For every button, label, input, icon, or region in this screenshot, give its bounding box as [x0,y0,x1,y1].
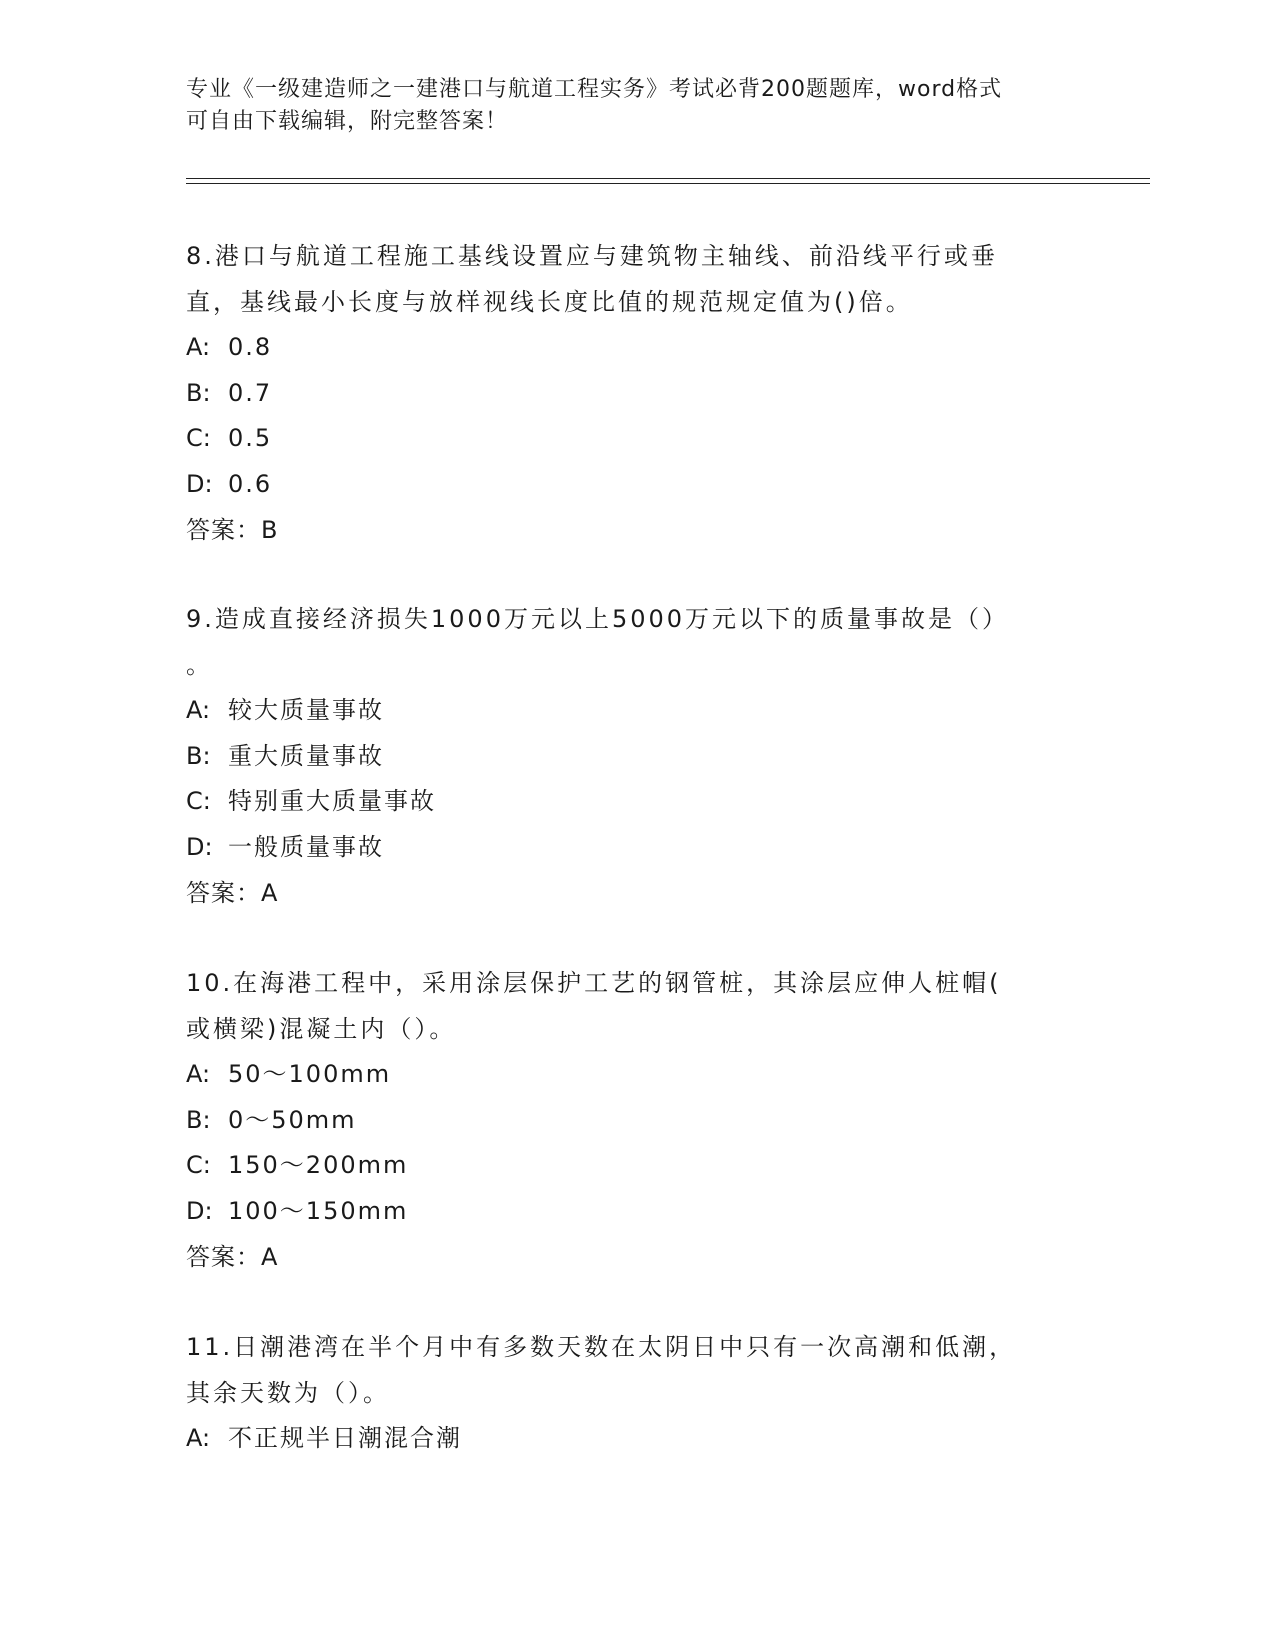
answer-label: 答案：B [186,516,279,544]
option-d [186,825,1066,871]
option-d [186,1189,1066,1235]
question-stem [186,1324,1066,1416]
option-c [186,1143,1066,1189]
option-b [186,1098,1066,1144]
question-stem [186,960,1066,1052]
header-divider-bottom [186,183,1150,184]
option-b [186,734,1066,780]
question-8 [186,233,1066,553]
option-text: 100～150mm [228,1196,409,1225]
options-list [186,688,1066,870]
header-line-2: 可自由下载编辑，附完整答案！ [186,109,509,134]
option-key: D: [186,1196,213,1225]
option-text: 特别重大质量事故 [228,787,436,815]
options-list [186,1416,1066,1462]
option-text: 50～100mm [228,1060,392,1088]
question-11 [186,1324,1066,1462]
option-text: 0.7 [228,378,273,407]
option-a [186,688,1066,734]
option-key: B: [186,1105,211,1134]
question-10 [186,960,1066,1280]
option-key: A: [186,1424,211,1452]
option-text: 150～200mm [228,1151,409,1179]
stem-line: 或横梁)混凝土内（）。 [186,1015,457,1043]
option-text: 较大质量事故 [228,696,384,724]
answer-label: 答案：A [186,879,279,907]
stem-line: 9.造成直接经济损失1000万元以上5000万元以下的质量事故是（） [186,605,1010,633]
option-c [186,416,1066,462]
option-key: A: [186,1060,211,1088]
stem-line: 。 [186,651,213,679]
option-text: 一般质量事故 [228,832,384,861]
option-text: 0.8 [228,333,273,361]
options-list [186,1052,1066,1234]
option-text: 0.6 [228,469,273,498]
option-key: C: [186,1151,211,1179]
option-key: D: [186,832,213,861]
option-key: A: [186,333,211,361]
option-key: B: [186,741,211,770]
option-a [186,1052,1066,1098]
option-key: C: [186,424,211,452]
question-9 [186,596,1066,916]
header-divider-top [186,178,1150,179]
stem-line: 直，基线最小长度与放样视线长度比值的规范规定值为()倍。 [186,288,913,316]
stem-line: 11.日潮港湾在半个月中有多数天数在太阴日中只有一次高潮和低潮， [186,1333,1017,1361]
question-stem [186,233,1066,325]
option-d [186,462,1066,508]
stem-line: 10.在海港工程中，采用涂层保护工艺的钢管桩，其涂层应伸人桩帽( [186,969,1002,997]
option-a [186,325,1066,371]
stem-line: 其余天数为（）。 [186,1379,390,1407]
option-key: A: [186,696,211,724]
options-list [186,325,1066,507]
document-header [186,74,1066,138]
question-stem [186,596,1066,688]
option-text: 0.5 [228,424,273,452]
option-key: D: [186,469,213,498]
option-text: 重大质量事故 [228,741,384,770]
option-a [186,1416,1066,1462]
option-b [186,371,1066,417]
option-key: C: [186,787,211,815]
answer-label: 答案：A [186,1243,279,1271]
stem-line: 8.港口与航道工程施工基线设置应与建筑物主轴线、前沿线平行或垂 [186,242,998,270]
option-text: 不正规半日潮混合潮 [228,1424,462,1452]
option-c [186,779,1066,825]
option-key: B: [186,378,211,407]
option-text: 0～50mm [228,1105,357,1134]
header-line-1: 专业《一级建造师之一建港口与航道工程实务》考试必背200题题库，word格式 [186,77,1003,102]
